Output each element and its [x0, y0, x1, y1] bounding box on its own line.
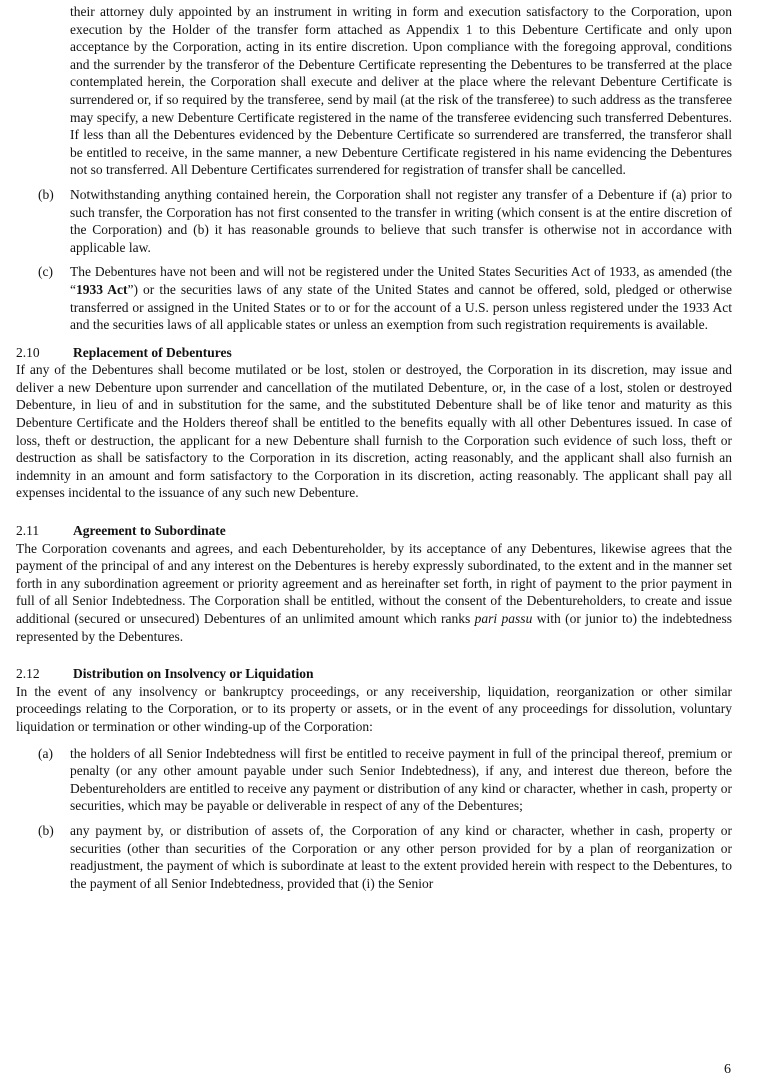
transfer-item-c: [16, 263, 732, 333]
section-body: In the event of any insolvency or bankruptcy proceedings, or any receivership, liquidation, reorganization or other similar proceedings relating to the Corporation, or to its property or assets, or in the event of any proceedings for dissolution, voluntary liquidation or termination or other winding-up of the Corporation:: [16, 683, 732, 734]
item-text: the holders of all Senior Indebtedness will first be entitled to receive payment in full of the principal thereof, premium or penalty (or any other amount payable under such Senior Indebtedness), if any, and interest due thereon, before the Debentureholders are entitled to receive any payment or distribution of any kind or character, whether in cash, property or securities, which may be payable or deliverable in respect of any of the Debentures;: [70, 745, 732, 814]
item-text-after: ”) or the securities laws of any state of the United States and cannot be offered, sold, pledged or otherwise transferred or assigned in the United States or to or for the account of a U.S. person unless registered under the 1933 Act and the securities laws of all applicable states or unless an exemption from such registration requirements is available.: [70, 281, 732, 333]
section-2-12: [16, 665, 732, 892]
section-body: If any of the Debentures shall become mutilated or be lost, stolen or destroyed, the Corporation in its discretion, may issue and deliver a new Debenture upon surrender and cancellation of the mutilated Debenture, or, in the case of a lost, stolen or destroyed Debenture, in lieu of and in substitution for the same, and the substituted Debenture shall be of like tenor and maturity as this Debenture Certificate and the Holders thereof shall be entitled to the benefits equally with all other Debentures issued. In case of loss, theft or destruction, the applicant for a new Debenture shall furnish to the Corporation such evidence of such loss, theft or destruction as shall be satisfactory to the Corporation in its discretion, acting reasonably, and the applicant shall also furnish an indemnity in an amount and form satisfactory to the Corporation in its discretion, acting reasonably. The applicant shall pay all expenses incidental to the issuance of any such new Debenture.: [16, 362, 732, 501]
item-label: (c): [38, 264, 53, 280]
item-label: (b): [38, 186, 54, 202]
body-text-before: The Corporation covenants and agrees, and each Debentureholder, by its acceptance of any Debentures, likewise agrees that the payment of the principal of and any interest on the Debentures is hereby expressly subordinated, to the extent and in the manner set forth in any subordination agreement or priority agreement and as hereinafter set forth, in right of payment to the prior payment in full of all Senior Indebtedness. The Corporation shall be entitled, without the consent of the Debentureholders, to create and issue additional (secured or unsecured) Debentures of an unlimited amount which ranks: [16, 540, 732, 626]
section-title: Agreement to Subordinate: [73, 523, 226, 539]
section-number: 2.11: [16, 523, 40, 539]
section-title: Replacement of Debentures: [73, 344, 232, 360]
section-number: 2.12: [16, 666, 40, 682]
item-text: any payment by, or distribution of assets of, the Corporation of any kind or character, whether in cash, property or securities (other than securities of the Corporation or any other person provided for by a plan of reorganization or readjustment, the payment of which is subordinate at least to the extent provided herein with respect to the Debentures, to the payment of all Senior Indebtedness, provided that (i) the Senior: [70, 822, 732, 891]
page-number: 6: [724, 1062, 731, 1077]
section-number: 2.10: [16, 344, 40, 360]
section-heading: [16, 344, 732, 362]
section-body: [16, 540, 732, 646]
document-page: [16, 3, 732, 892]
item-text-bold: 1933 Act: [76, 281, 128, 297]
body-text-after: with (or junior to) the indebtedness represented by the Debentures.: [16, 611, 733, 644]
item-text-before: The Debentures have not been and will not be registered under the United States Securities Act of 1933, as amended (the “: [70, 264, 732, 297]
section-2-10: [16, 344, 732, 502]
item-label: (b): [38, 822, 54, 838]
section-heading: [16, 665, 732, 683]
section-title: Distribution on Insolvency or Liquidation: [73, 666, 314, 682]
section-heading: [16, 522, 732, 540]
insolvency-item-b: [16, 822, 732, 892]
item-label: (a): [38, 745, 53, 761]
transfer-clause-continuation: their attorney duly appointed by an instrument in writing in form and execution satisfactory to the Corporation, upon execution by the Holder of the transfer form attached as Appendix 1 to this Debenture Certificate and only upon acceptance by the Corporation, acting in its entire discretion. Upon compliance with the foregoing approval, conditions and the surrender by the transferor of the Debenture Certificate representing the Debentures to be transferred at the place contemplated herein, the Corporation shall execute and deliver at the place where the relevant Debenture Certificate is surrendered or, if so required by the transferee, send by mail (at the risk of the transferee) to such address as the transferee may specify, a new Debenture Certificate registered in the name of the transferee evidencing such transferred Debentures. If less than all the Debentures evidenced by the Debenture Certificate so surrendered are transferred, the transferor shall be entitled to receive, in the same manner, a new Debenture Certificate registered in his name evidencing the Debentures not so transferred. All Debenture Certificates surrendered for registration of transfer shall be cancelled.: [70, 4, 732, 178]
transfer-item-b: [16, 186, 732, 256]
section-2-11: [16, 522, 732, 645]
item-text: Notwithstanding anything contained herein, the Corporation shall not register any transfer of a Debenture if (a) prior to such transfer, the Corporation has not first consented to the transfer in writing (which consent is at the entire discretion of the Corporation) and (b) it has reasonable grounds to believe that such transfer is otherwise not in accordance with applicable law.: [70, 186, 732, 255]
insolvency-item-a: [16, 745, 732, 815]
body-text-italic: pari passu: [474, 611, 533, 626]
